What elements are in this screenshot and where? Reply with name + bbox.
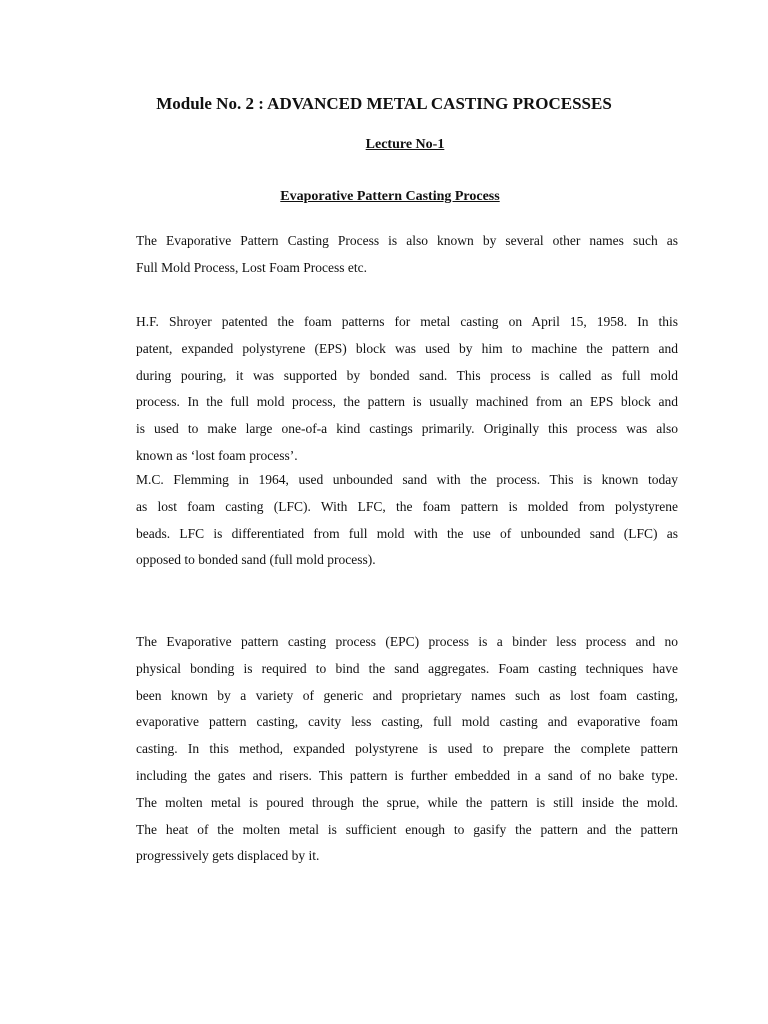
paragraph-line: been known by a variety of generic and proprietary names such as lost foam casting, [136, 687, 678, 703]
paragraph-line: as lost foam casting (LFC). With LFC, the foam pattern is molded from polystyrene [136, 498, 678, 514]
paragraph-1 [136, 228, 678, 282]
paragraph-line: M.C. Flemming in 1964, used unbounded sand with the process. This is known today [136, 472, 678, 487]
paragraph-line: casting. In this method, expanded polystyrene is used to prepare the complete pattern [136, 741, 678, 757]
paragraph-line: patent, expanded polystyrene (EPS) block was used by him to machine the pattern and [136, 340, 678, 356]
paragraph-line: H.F. Shroyer patented the foam patterns for metal casting on April 15, 1958. In this [136, 314, 678, 329]
paragraph-line: physical bonding is required to bind the sand aggregates. Foam casting techniques have [136, 660, 678, 676]
paragraph-line: beads. LFC is differentiated from full mold with the use of unbounded sand (LFC) as [136, 525, 678, 541]
paragraph-line: process. In the full mold process, the pattern is usually machined from an EPS block and [136, 394, 678, 410]
paragraph-line: including the gates and risers. This pattern is further embedded in a sand of no bake type. [136, 767, 678, 783]
paragraph-line: during pouring, it was supported by bonded sand. This process is called as full mold [136, 367, 678, 383]
paragraph-line: progressively gets displaced by it. [136, 848, 320, 864]
paragraph-line: evaporative pattern casting, cavity less casting, full mold casting and evaporative foam [136, 714, 678, 730]
paragraph-line: known as ‘lost foam process’. [136, 447, 298, 463]
paragraph-2 [136, 309, 678, 470]
paragraph-line: The molten metal is poured through the sprue, while the pattern is still inside the mold. [136, 794, 678, 810]
section-title: Evaporative Pattern Casting Process [280, 189, 500, 204]
paragraph-line: opposed to bonded sand (full mold process). [136, 552, 376, 568]
paragraph-line: The Evaporative pattern casting process (EPC) process is a binder less process and no [136, 634, 678, 649]
paragraph-line: is used to make large one-of-a kind castings primarily. Originally this process was also [136, 421, 678, 437]
paragraph-3 [136, 467, 678, 574]
paragraph-line: The heat of the molten metal is sufficient enough to gasify the pattern and the pattern [136, 821, 678, 837]
paragraph-line: Full Mold Process, Lost Foam Process etc. [136, 259, 367, 275]
paragraph-4 [136, 629, 678, 870]
lecture-title: Lecture No-1 [365, 137, 445, 152]
paragraph-line: The Evaporative Pattern Casting Process is also known by several other names such as [136, 233, 678, 248]
module-title: Module No. 2 : ADVANCED METAL CASTING PROCESSES [156, 94, 612, 113]
